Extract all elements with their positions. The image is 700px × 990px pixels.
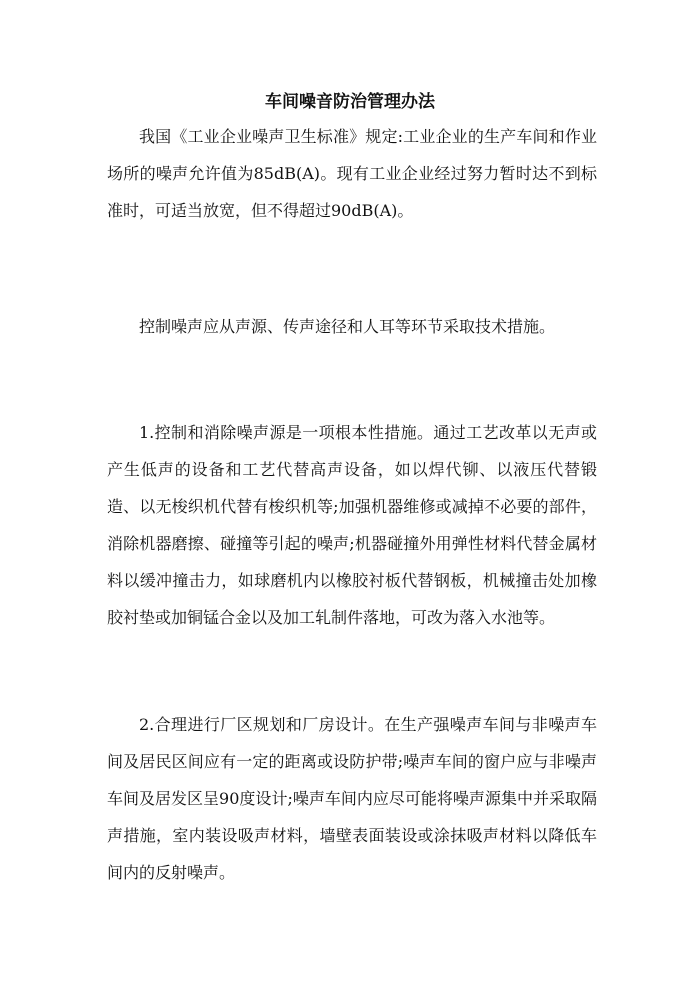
- paragraph-control-measures: 控制噪声应从声源、传声途径和人耳等环节采取技术措施。: [139, 317, 556, 336]
- paragraph-noise-source-control: 1.控制和消除噪声源是一项根本性措施。通过工艺改革以无声或产生低声的设备和工艺代替高声设备，如以焊代铆、以液压代替锻造、以无梭织机代替有梭织机等;加强机器维修或减掉不必要的部件，消除机器磨擦、碰撞等引起的噪声;机器碰撞外用弹性材料代替金属材料以缓冲撞击力，如球磨机内以橡胶衬板代替钢板，机械撞击处加橡胶衬垫或加铜锰合金以及加工轧制件落地，可改为落入水池等。: [107, 423, 597, 627]
- paragraph-plant-layout-design: 2.合理进行厂区规划和厂房设计。在生产强噪声车间与非噪声车间及居民区间应有一定的距离或设防护带;噪声车间的窗户应与非噪声车间及居发区呈90度设计;噪声车间内应尽可能将噪声源集中并采取隔声措施，室内装设吸声材料，墙壁表面装设或涂抹吸声材料以降低车间内的反射噪声。: [107, 715, 597, 882]
- document-title: 车间噪音防治管理办法: [265, 92, 435, 112]
- paragraph-noise-standard: 我国《工业企业噪声卫生标准》规定:工业企业的生产车间和作业场所的噪声允许值为85dB(A)。现有工业企业经过努力暂时达不到标准时，可适当放宽，但不得超过90dB(A)。: [107, 127, 597, 220]
